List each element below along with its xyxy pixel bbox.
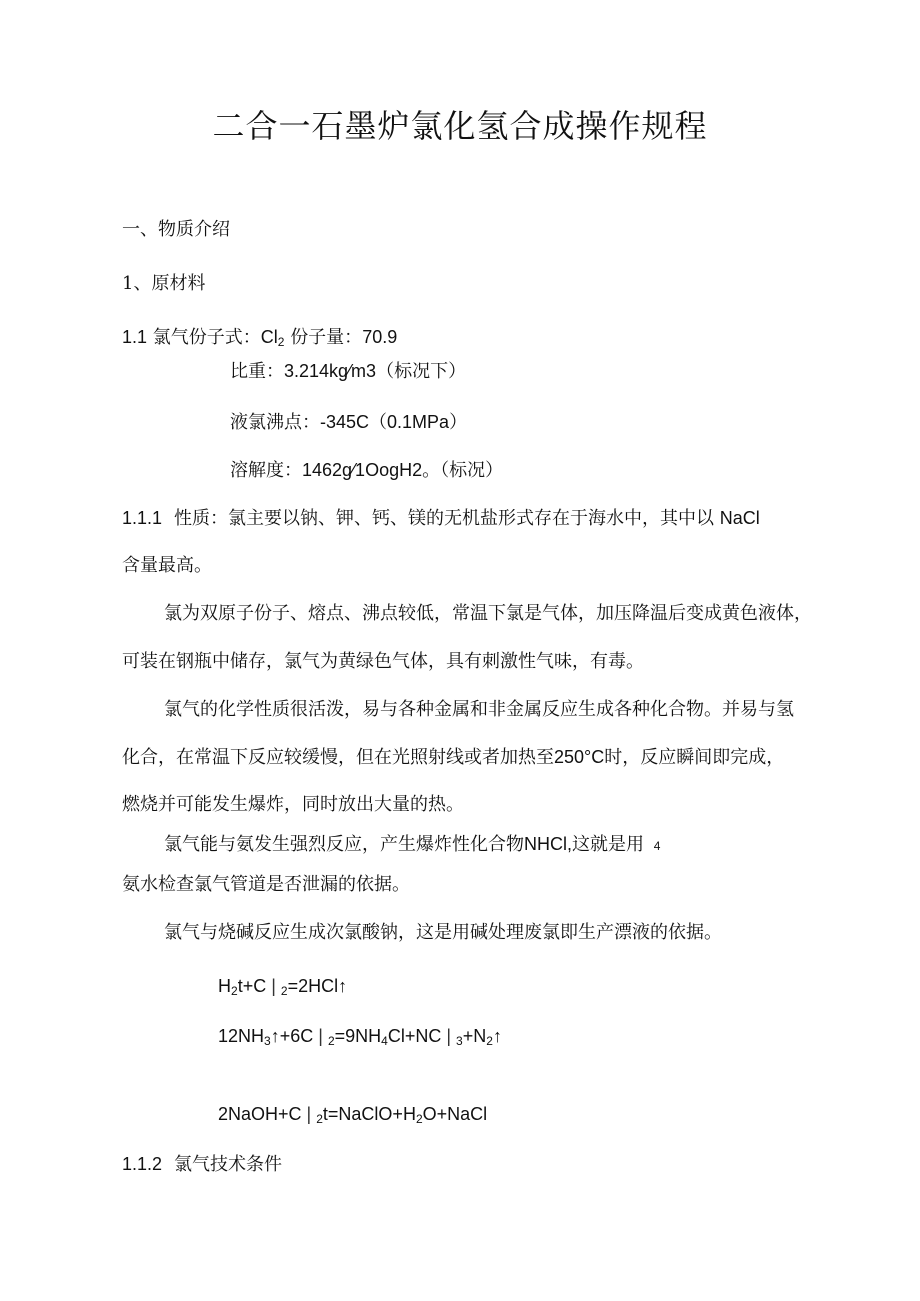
boiling-point-line [230, 410, 467, 435]
subsection-heading: 1、原材料 [122, 273, 206, 294]
molecular-weight-label: 份子量： [290, 327, 363, 348]
paragraph-line: 化合，在常温下反应较缓慢，但在光照射线或者加热至250°C时，反应瞬间即完成， [122, 747, 785, 768]
density-value: 3.214kg⁄m3 [284, 361, 377, 381]
item-number: 1.1.1 [122, 508, 163, 528]
paragraph-line: 可装在钢瓶中储存，氯气为黄绿色气体，具有刺激性气味，有毒。 [122, 651, 644, 672]
item-heading: 氯气技术条件 [174, 1154, 283, 1175]
document-title: 二合一石墨炉氯化氢合成操作规程 [212, 107, 708, 145]
section-heading: 一、物质介绍 [122, 219, 230, 240]
stray-subscript: 4 [653, 839, 661, 853]
density-note: （标况下） [376, 361, 467, 382]
molecular-formula: $Cl_2$ [260, 327, 285, 349]
molecular-weight: 70.9 [362, 327, 398, 347]
item-1-1-line [122, 325, 397, 350]
nacl-formula: NaCl [719, 508, 760, 528]
temperature-value: 250°C [554, 747, 605, 767]
item-1-1-1-line [122, 506, 760, 531]
molecular-formula-label: 氯气份子式： [152, 327, 261, 348]
solubility-label: 溶解度： [230, 460, 302, 481]
property-text: 性质：氯主要以钠、钾、钙、镁的无机盐形式存在于海水中，其中以 [174, 508, 715, 529]
solubility-note: 。（标况） [422, 460, 504, 481]
paragraph-line: 含量最高。 [122, 555, 212, 576]
equation-3: 2NaOH+C | $_2t=NaClO+H_2O+NaCl$ [218, 1104, 488, 1126]
boiling-point-label: 液氯沸点： [230, 412, 320, 433]
item-number: 1.1.2 [122, 1154, 163, 1174]
solubility-line [230, 458, 503, 483]
compound-formula: NHCl, [524, 834, 572, 854]
paragraph-line: 氯为双原子份子、熔点、沸点较低，常温下氯是气体，加压降温后变成黄色液体， [164, 603, 812, 624]
item-number: 1.1 [122, 327, 148, 347]
equation-2: $12NH_3↑+6C$ | $_2=9NH_4Cl+NC$ | $_3+N_2↑$ [218, 1026, 502, 1048]
item-1-1-2-line [122, 1152, 282, 1177]
paragraph-line: 氯气与烧碱反应生成次氯酸钠，这是用碱处理废氯即生产漂液的依据。 [164, 922, 722, 943]
paragraph-line: 氨水检查氯气管道是否泄漏的依据。 [122, 874, 410, 895]
paragraph-line: 氯气能与氨发生强烈反应，产生爆炸性化合物NHCl,这就是用 4 [164, 834, 661, 855]
density-line [230, 359, 466, 384]
equation-1: $H_2t+C$ | $_2$=2HCl↑ [218, 976, 348, 998]
density-label: 比重： [230, 361, 284, 382]
boiling-point-note: （0.1MPa） [369, 412, 468, 432]
paragraph-line: 氯气的化学性质很活泼，易与各种金属和非金属反应生成各种化合物。并易与氢 [164, 699, 794, 720]
boiling-point-value: -345C [320, 412, 370, 432]
solubility-value: 1462g⁄1OogH2 [302, 460, 423, 480]
paragraph-line: 燃烧并可能发生爆炸，同时放出大量的热。 [122, 794, 464, 815]
